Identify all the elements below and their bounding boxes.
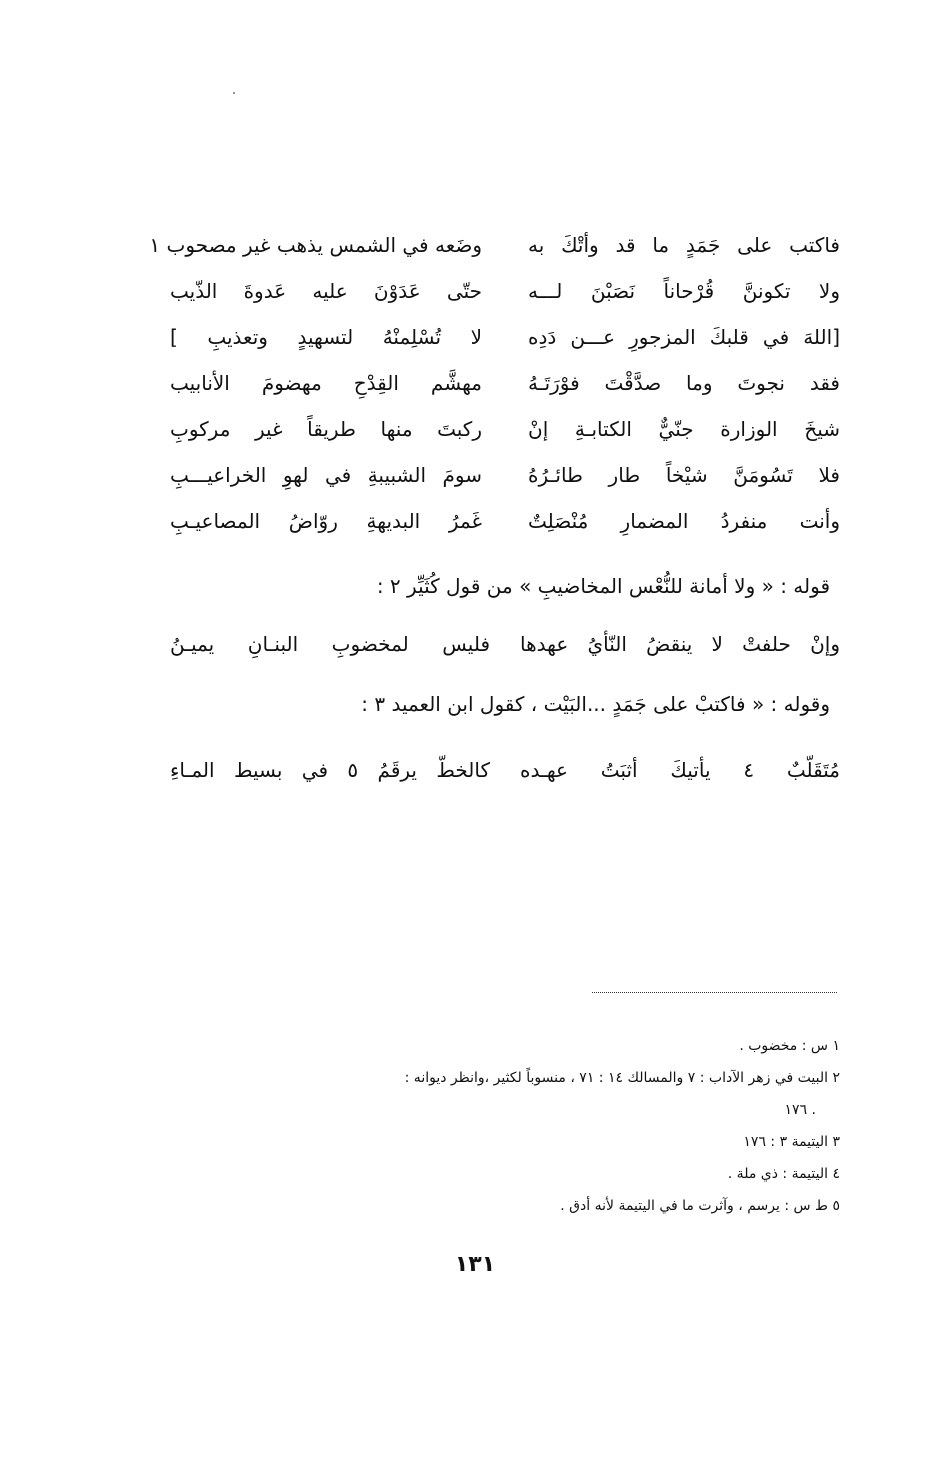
second-hemistich: لا تُسْلِمنْهُ لتسهيدٍ وتعذيبِ ] [170, 325, 482, 349]
commentary-line: قوله : « ولا أمانة للنُّعْس المخاضيبِ » من قول كُثَيِّر ٢ : [376, 574, 830, 598]
poem-couplet [170, 268, 840, 314]
second-hemistich: ركبتَ منها طريقاً غير مركوبِ [170, 417, 482, 441]
first-hemistich: [اللهَ في قلبكَ المزجورِ عـــن دَدِه [528, 325, 840, 349]
second-hemistich: مُتَقَلّبٌ ٤ يأتيكَ أثبَتُ عهـده [520, 758, 840, 782]
quoted-verse [170, 632, 840, 656]
footnote-divider [592, 992, 837, 993]
footnote-continuation: . ١٧٦ [784, 1102, 816, 1118]
first-hemistich: كالخطّ يرقَمُ ٥ في بسيط المـاءِ [170, 758, 490, 782]
second-hemistich: حتّى عَدَوْنَ عليه عَدوةَ الذّيب [170, 279, 482, 303]
second-hemistich: وضَعه في الشمس يذهب غير مصحوب ١ [149, 233, 482, 257]
poem-couplet [170, 452, 840, 498]
poem-block [149, 222, 840, 544]
footnote: ٢ البيت في زهر الآداب : ٧ والمسالك ١٤ : ٧١ ، منسوباً لكثير ،وانظر ديوانه : [404, 1070, 840, 1086]
footnote: ٣ اليتيمة ٣ : ١٧٦ [743, 1134, 840, 1150]
poem-couplet [170, 498, 840, 544]
second-hemistich: فليس لمخضوبِ البنـانِ يميـنُ [170, 632, 490, 656]
second-hemistich: سومَ الشبيبةِ في لهوِ الخراعيـــبِ [170, 463, 482, 487]
first-hemistich: فقد نجوتَ وما صدَّقْتَ فوْرَتَـهُ [528, 371, 840, 395]
footnote: ٥ ط س : يرسم ، وآثرت ما في اليتيمة لأنه أدق . [560, 1198, 840, 1214]
footnotes [160, 1030, 840, 1222]
poem-couplet [170, 314, 840, 360]
poem-couplet [149, 222, 840, 268]
first-hemistich: وإنْ حلفتْ لا ينقضُ النّأيُ عهدها [520, 632, 840, 656]
poem-couplet [170, 406, 840, 452]
first-hemistich: وأنت منفردُ المضمارِ مُنْصَلِتٌ [528, 509, 840, 533]
page-number: ١٣١ [454, 1252, 496, 1277]
footnote: ٤ اليتيمة : ذي ملة . [727, 1166, 840, 1182]
first-hemistich: فاكتب على جَمَدٍ ما قد وأتْكَ به [528, 233, 840, 257]
footnote: ١ س : مخضوب . [739, 1038, 840, 1054]
poem-couplet [170, 360, 840, 406]
commentary-line: وقوله : « فاكتبْ على جَمَدٍ ...البَيْت ، كقول ابن العميد ٣ : [361, 692, 830, 716]
first-hemistich: ولا تكوننَّ قُرْحاناً نَصَبْنَ لـــه [528, 279, 840, 303]
second-hemistich: غَمرُ البديهةِ روّاضُ المصاعيـبِ [170, 509, 482, 533]
quoted-verse [170, 758, 840, 782]
first-hemistich: شيخَ الوزارة جنّيٌّ الكتابـةِ إنْ [528, 417, 840, 441]
margin-mark [233, 92, 235, 94]
second-hemistich: مهشَّم القِدْحِ مهضومَ الأنابيب [170, 371, 482, 395]
first-hemistich: فلا تَسُومَنَّ شيْخاً طار طائـرُهُ [528, 463, 840, 487]
